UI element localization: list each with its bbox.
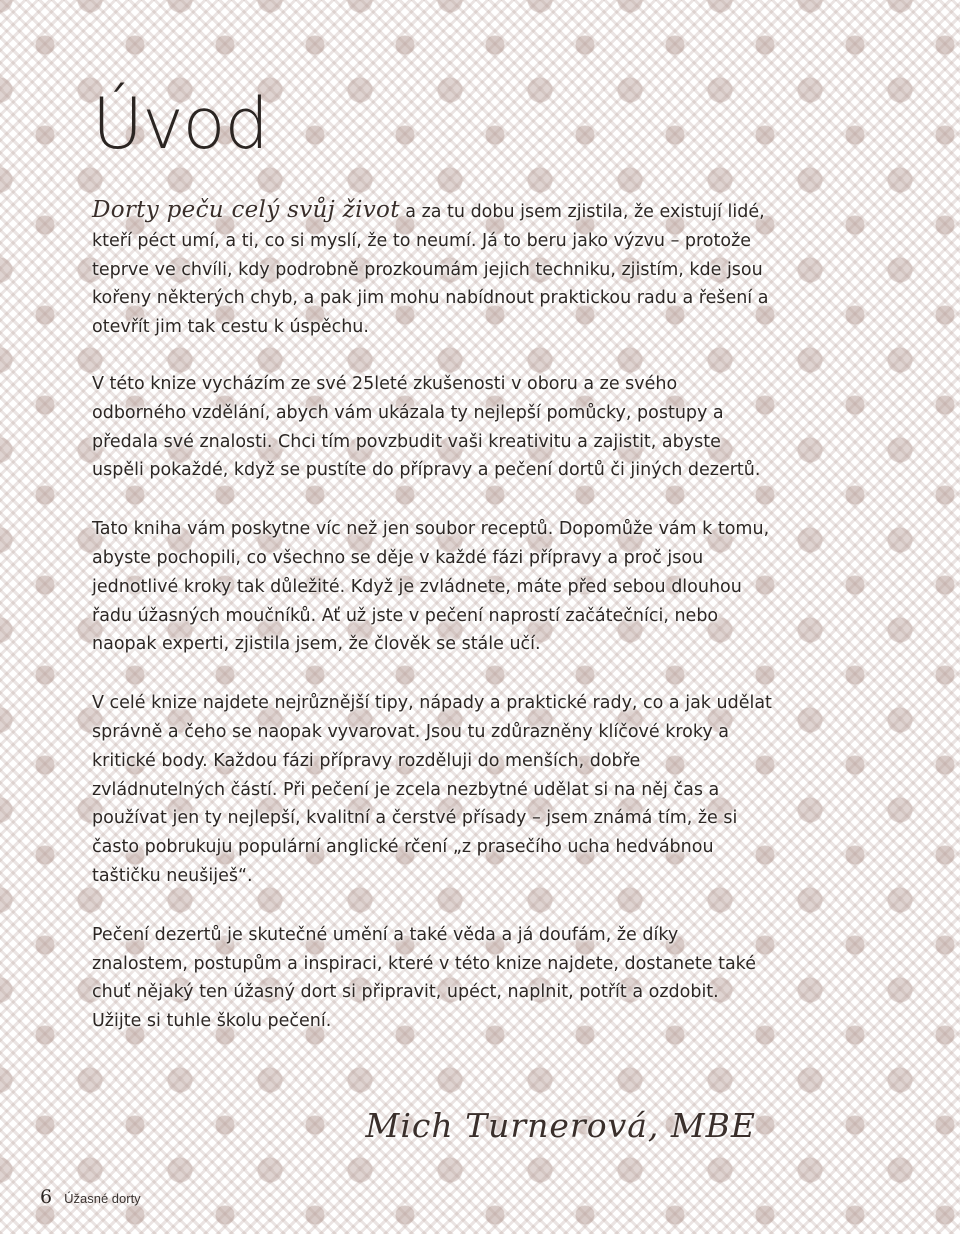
script-lead-in: Dorty peču celý svůj život <box>92 197 400 223</box>
page-footer <box>40 1186 141 1208</box>
introduction-text <box>92 196 772 1066</box>
page-title: Úvod <box>92 83 268 165</box>
paragraph-1-text: a za tu dobu jsem zjistila, že existují lidé, kteří péct umí, a ti, co si myslí, že to neumí. Já to beru jako výzvu – protože teprve ve chvíli, kdy podrobně prozkoumám jejich techniku, zjistím, kde jsou kořeny některých chyb, a pak jim mohu nabídnout praktickou radu a řešení a otevřít jim tak cestu k úspěchu. <box>92 202 769 338</box>
running-book-title: Úžasné dorty <box>64 1191 141 1206</box>
paragraph-5: Pečení dezertů je skutečné umění a také věda a já doufám, že díky znalostem, postupům a inspiraci, které v této knize najdete, dostanete také chuť nějaký ten úžasný dort si připravit, upéct, naplnit, potřít a ozdobit. Užijte si tuhle školu pečení. <box>92 924 756 1032</box>
page-number: 6 <box>40 1186 53 1208</box>
author-signature: Mich Turnerová, MBE <box>365 1106 756 1145</box>
paragraph-3: Tato kniha vám poskytne víc než jen soubor receptů. Dopomůže vám k tomu, abyste pochopili, co všechno se děje v každé fázi přípravy a proč jsou jednotlivé kroky tak důležité. Když je zvládnete, máte před sebou dlouhou řadu úžasných moučníků. Ať už jste v pečení naprostí začátečníci, nebo naopak experti, zjistila jsem, že člověk se stále učí. <box>92 519 770 655</box>
paragraph-1 <box>92 196 772 342</box>
paragraph-4: V celé knize najdete nejrůznější tipy, nápady a praktické rady, co a jak udělat správně a čeho se naopak vyvarovat. Jsou tu zdůrazněny klíčové kroky a kritické body. Každou fázi přípravy rozděluji do menších, dobře zvládnutelných částí. Při pečení je zcela nezbytné udělat si na něj čas a používat jen ty nejlepší, kvalitní a čerstvé přísady – jsem známá tím, že si často pobrukuju populární anglické rčení „z prasečího ucha hedvábnou taštičku neušiješ“. <box>92 693 772 886</box>
paragraph-2: V této knize vycházím ze své 25leté zkušenosti v oboru a ze svého odborného vzdělání, abych vám ukázala ty nejlepší pomůcky, postupy a předala své znalosti. Chci tím povzbudit vaši kreativitu a zajistit, abyste uspěli pokaždé, když se pustíte do přípravy a pečení dortů či jiných dezertů. <box>92 373 761 481</box>
